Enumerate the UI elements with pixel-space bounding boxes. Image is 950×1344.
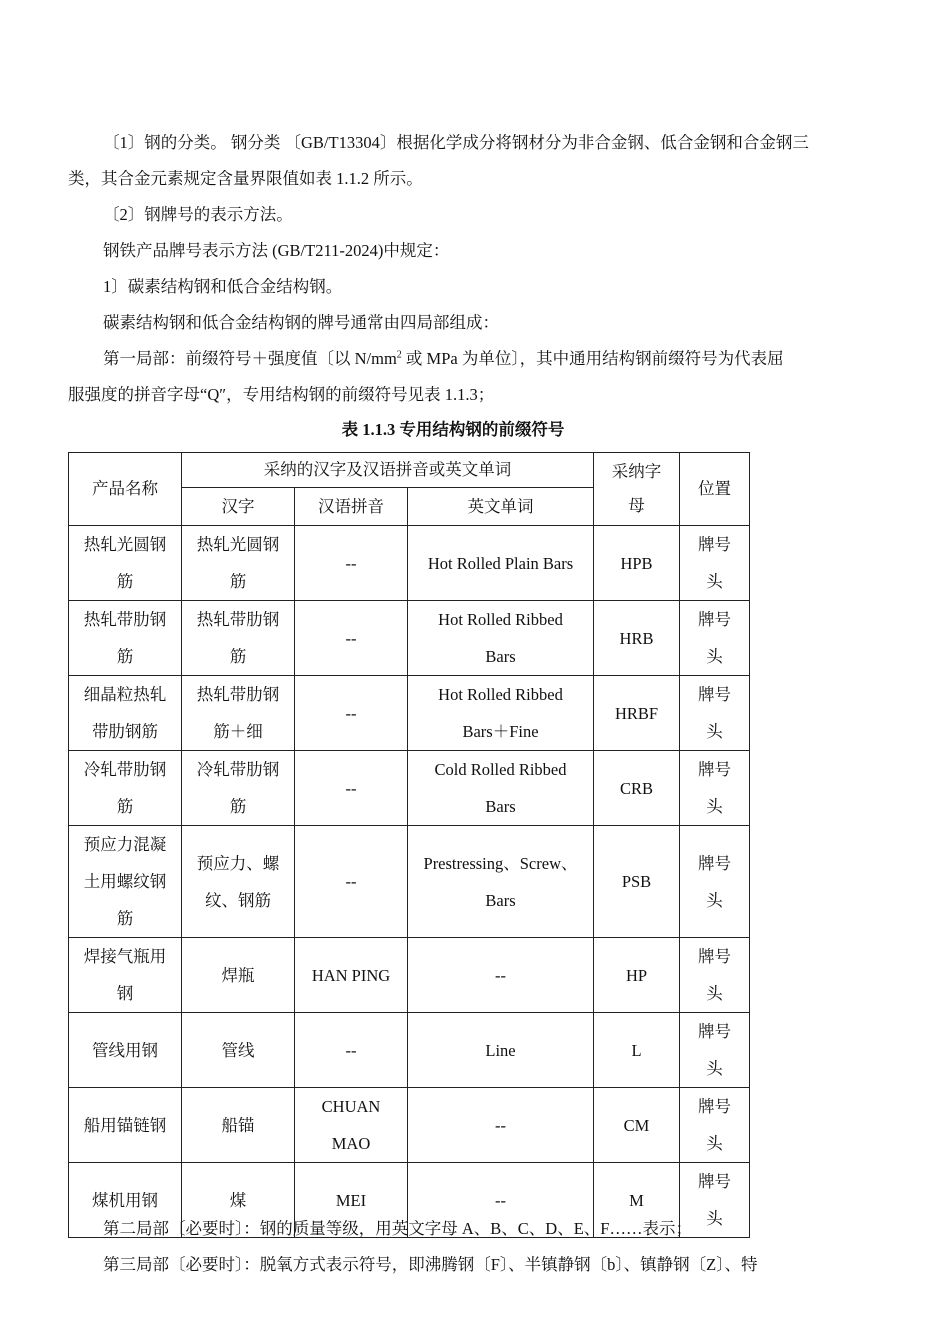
cell-line: MEI <box>335 1190 367 1210</box>
table-row <box>69 826 750 938</box>
paragraph-line: 类，其合金元素规定含量界限值如表 1.1.2 所示。 <box>68 169 423 188</box>
superscript: 2 <box>396 349 402 361</box>
cell-hanzi <box>182 1013 295 1088</box>
table-row <box>69 676 750 751</box>
cell-line: 牌号 <box>698 535 732 554</box>
cell-line: 筋 <box>116 797 134 816</box>
table-row <box>69 1013 750 1088</box>
paragraph-steel-classification-cont <box>68 161 840 197</box>
cell-pinyin <box>295 826 408 938</box>
cell-letters <box>594 526 680 601</box>
cell-line: 头 <box>706 797 723 816</box>
cell-line: 牌号 <box>698 610 732 629</box>
cell-line: 冷轧带肋钢 <box>196 760 280 779</box>
cell-line: L <box>631 1040 642 1060</box>
header-text: 母 <box>628 496 645 515</box>
header-pinyin: 汉语拼音 <box>295 488 408 526</box>
cell-line: 钢 <box>116 984 134 1003</box>
cell-line: 细晶粒热轧 <box>83 685 167 704</box>
paragraph-standard-ref: 钢铁产品牌号表示方法 (GB/T211-2024)中规定： <box>103 241 450 260</box>
cell-pinyin <box>295 676 408 751</box>
cell-english <box>408 751 594 826</box>
cell-line: HAN PING <box>311 965 391 985</box>
cell-line: 船用锚链钢 <box>83 1115 167 1135</box>
cell-line: CRB <box>620 778 654 798</box>
cell-product-name <box>69 751 182 826</box>
cell-line: 牌号 <box>698 760 732 779</box>
cell-line: Bars <box>485 890 516 910</box>
cell-line: Line <box>485 1040 516 1060</box>
cell-line: 热轧带肋钢 <box>196 685 280 704</box>
cell-line: 牌号 <box>698 853 732 873</box>
cell-pinyin <box>295 526 408 601</box>
cell-line: 管线 <box>221 1040 255 1060</box>
paragraph-text: 或 MPa 为单位〕，其中通用结构钢前缀符号为代表屈 <box>401 349 784 368</box>
cell-line: Cold Rolled Ribbed <box>434 760 567 779</box>
cell-line: M <box>629 1190 644 1210</box>
table-caption: 表 1.1.3 专用结构钢的前缀符号 <box>341 420 565 439</box>
cell-position <box>680 1013 750 1088</box>
cell-position <box>680 676 750 751</box>
cell-product-name <box>69 1088 182 1163</box>
cell-line: Bars <box>485 647 516 666</box>
cell-line: HP <box>625 965 648 985</box>
cell-line: 头 <box>706 890 723 910</box>
header-letters <box>594 453 680 526</box>
cell-line: 头 <box>706 1209 723 1228</box>
cell-line: 头 <box>706 1134 723 1153</box>
cell-line: 热轧光圆钢 <box>83 535 167 554</box>
cell-product-name <box>69 526 182 601</box>
cell-line: 头 <box>706 572 723 591</box>
paragraph-line: 〔1〕钢的分类。 钢分类 〔GB/T13304〕根据化学成分将钢材分为非合金钢、低合金钢和合金钢三 <box>103 133 809 152</box>
cell-english <box>408 676 594 751</box>
cell-line: HRB <box>619 628 654 648</box>
header-english: 英文单词 <box>408 488 594 526</box>
cell-line: Bars＋Fine <box>462 722 539 741</box>
paragraph-text: 第一局部：前缀符号＋强度值〔以 N/mm <box>103 349 397 368</box>
cell-line: 冷轧带肋钢 <box>83 760 167 779</box>
cell-line: 焊接气瓶用 <box>83 947 167 966</box>
cell-hanzi <box>182 938 295 1013</box>
cell-letters <box>594 751 680 826</box>
cell-line: CM <box>623 1115 650 1135</box>
paragraph-grade-notation: 〔2〕钢牌号的表示方法。 <box>103 205 293 224</box>
paragraph-part-one <box>103 341 840 377</box>
cell-line: 带肋钢筋 <box>92 722 158 741</box>
cell-line: 煤机用钢 <box>92 1190 158 1210</box>
table-row <box>69 601 750 676</box>
paragraph-part-three: 第三局部〔必要时〕：脱氧方式表示符号，即沸腾钢〔F〕、半镇静钢〔b〕、镇静钢〔Z〕、特 <box>103 1255 758 1274</box>
header-hanzi: 汉字 <box>182 488 295 526</box>
cell-line: 筋＋细 <box>213 722 263 741</box>
cell-line: Hot Rolled Ribbed <box>438 610 563 629</box>
table-row <box>69 938 750 1013</box>
cell-line: 焊瓶 <box>221 965 255 985</box>
cell-position <box>680 938 750 1013</box>
cell-product-name <box>69 1013 182 1088</box>
cell-line: Hot Rolled Plain Bars <box>427 553 574 573</box>
paragraph-steel-classification <box>103 125 840 161</box>
cell-product-name <box>69 601 182 676</box>
cell-english <box>408 938 594 1013</box>
cell-line: -- <box>345 872 357 891</box>
cell-position <box>680 1088 750 1163</box>
cell-pinyin <box>295 1088 408 1163</box>
cell-line: 筋 <box>116 647 134 666</box>
table-row <box>69 526 750 601</box>
cell-pinyin <box>295 751 408 826</box>
cell-letters <box>594 601 680 676</box>
table-row <box>69 1088 750 1163</box>
cell-line: 头 <box>706 1059 723 1078</box>
cell-line: 管线用钢 <box>92 1040 158 1060</box>
cell-line: 头 <box>706 984 723 1003</box>
paragraph-part-one-cont: 服强度的拼音字母“Q″，专用结构钢的前缀符号见表 1.1.3； <box>68 385 495 404</box>
cell-line: 牌号 <box>698 947 732 966</box>
cell-line: 筋 <box>229 572 247 591</box>
cell-letters <box>594 826 680 938</box>
cell-english <box>408 526 594 601</box>
header-position: 位置 <box>680 453 750 526</box>
cell-line: Prestressing、Screw、 <box>423 853 578 873</box>
paragraph-four-parts: 碳素结构钢和低合金结构钢的牌号通常由四局部组成： <box>103 313 499 332</box>
cell-line: 煤 <box>229 1190 247 1210</box>
cell-line: 筋 <box>116 572 134 591</box>
cell-line: 筋 <box>229 647 247 666</box>
cell-line: 牌号 <box>698 685 732 704</box>
paragraph-item-1: 1〕碳素结构钢和低合金结构钢。 <box>103 277 343 296</box>
cell-hanzi <box>182 826 295 938</box>
header-product-name: 产品名称 <box>69 453 182 526</box>
cell-line: HPB <box>620 553 653 573</box>
cell-hanzi <box>182 526 295 601</box>
cell-hanzi <box>182 1088 295 1163</box>
cell-line: HRBF <box>614 703 659 723</box>
cell-hanzi <box>182 601 295 676</box>
cell-english <box>408 1013 594 1088</box>
cell-position <box>680 601 750 676</box>
header-adopted-group: 采纳的汉字及汉语拼音或英文单词 <box>182 453 594 488</box>
cell-product-name <box>69 938 182 1013</box>
cell-line: CHUAN <box>321 1097 381 1116</box>
cell-line: -- <box>345 778 357 798</box>
cell-pinyin <box>295 1013 408 1088</box>
cell-line: 热轧带肋钢 <box>83 610 167 629</box>
cell-hanzi <box>182 751 295 826</box>
cell-line: PSB <box>621 872 652 891</box>
cell-line: -- <box>345 553 357 573</box>
cell-letters <box>594 1013 680 1088</box>
cell-line: 牌号 <box>698 1022 732 1041</box>
cell-line: -- <box>495 965 506 985</box>
cell-line: 头 <box>706 722 723 741</box>
cell-line: -- <box>495 1115 506 1135</box>
cell-product-name <box>69 676 182 751</box>
cell-line: -- <box>345 703 357 723</box>
cell-english <box>408 1088 594 1163</box>
cell-line: 热轧带肋钢 <box>196 610 280 629</box>
cell-line: 纹、钢筋 <box>205 890 271 910</box>
cell-letters <box>594 938 680 1013</box>
cell-line: 牌号 <box>698 1097 732 1116</box>
cell-pinyin <box>295 601 408 676</box>
cell-line: 牌号 <box>698 1172 732 1191</box>
paragraph-part-two: 第二局部〔必要时〕：钢的质量等级，用英文字母 A、B、C、D、E、F……表示； <box>103 1219 692 1238</box>
prefix-symbol-table <box>68 452 750 1238</box>
cell-english <box>408 826 594 938</box>
cell-line: MAO <box>331 1134 371 1153</box>
cell-pinyin <box>295 938 408 1013</box>
cell-line: -- <box>345 1040 357 1060</box>
cell-line: 筋 <box>229 797 247 816</box>
cell-line: Hot Rolled Ribbed <box>438 685 563 704</box>
header-text: 采纳字 <box>611 462 662 481</box>
cell-line: 船锚 <box>221 1115 255 1135</box>
cell-line: Bars <box>485 797 516 816</box>
table-row <box>69 751 750 826</box>
cell-line: 热轧光圆钢 <box>196 535 280 554</box>
cell-letters <box>594 676 680 751</box>
cell-line: -- <box>345 628 357 648</box>
cell-line: 头 <box>706 647 723 666</box>
cell-hanzi <box>182 676 295 751</box>
table-body <box>69 453 750 1238</box>
cell-position <box>680 826 750 938</box>
cell-position <box>680 751 750 826</box>
table-header-row <box>69 453 750 488</box>
cell-english <box>408 601 594 676</box>
cell-line: 预应力混凝 <box>83 835 167 854</box>
cell-product-name <box>69 826 182 938</box>
cell-position <box>680 526 750 601</box>
cell-line: -- <box>495 1190 506 1210</box>
cell-line: 土用螺纹钢 <box>83 872 167 891</box>
cell-letters <box>594 1088 680 1163</box>
cell-line: 筋 <box>116 909 134 928</box>
cell-line: 预应力、螺 <box>196 853 280 873</box>
